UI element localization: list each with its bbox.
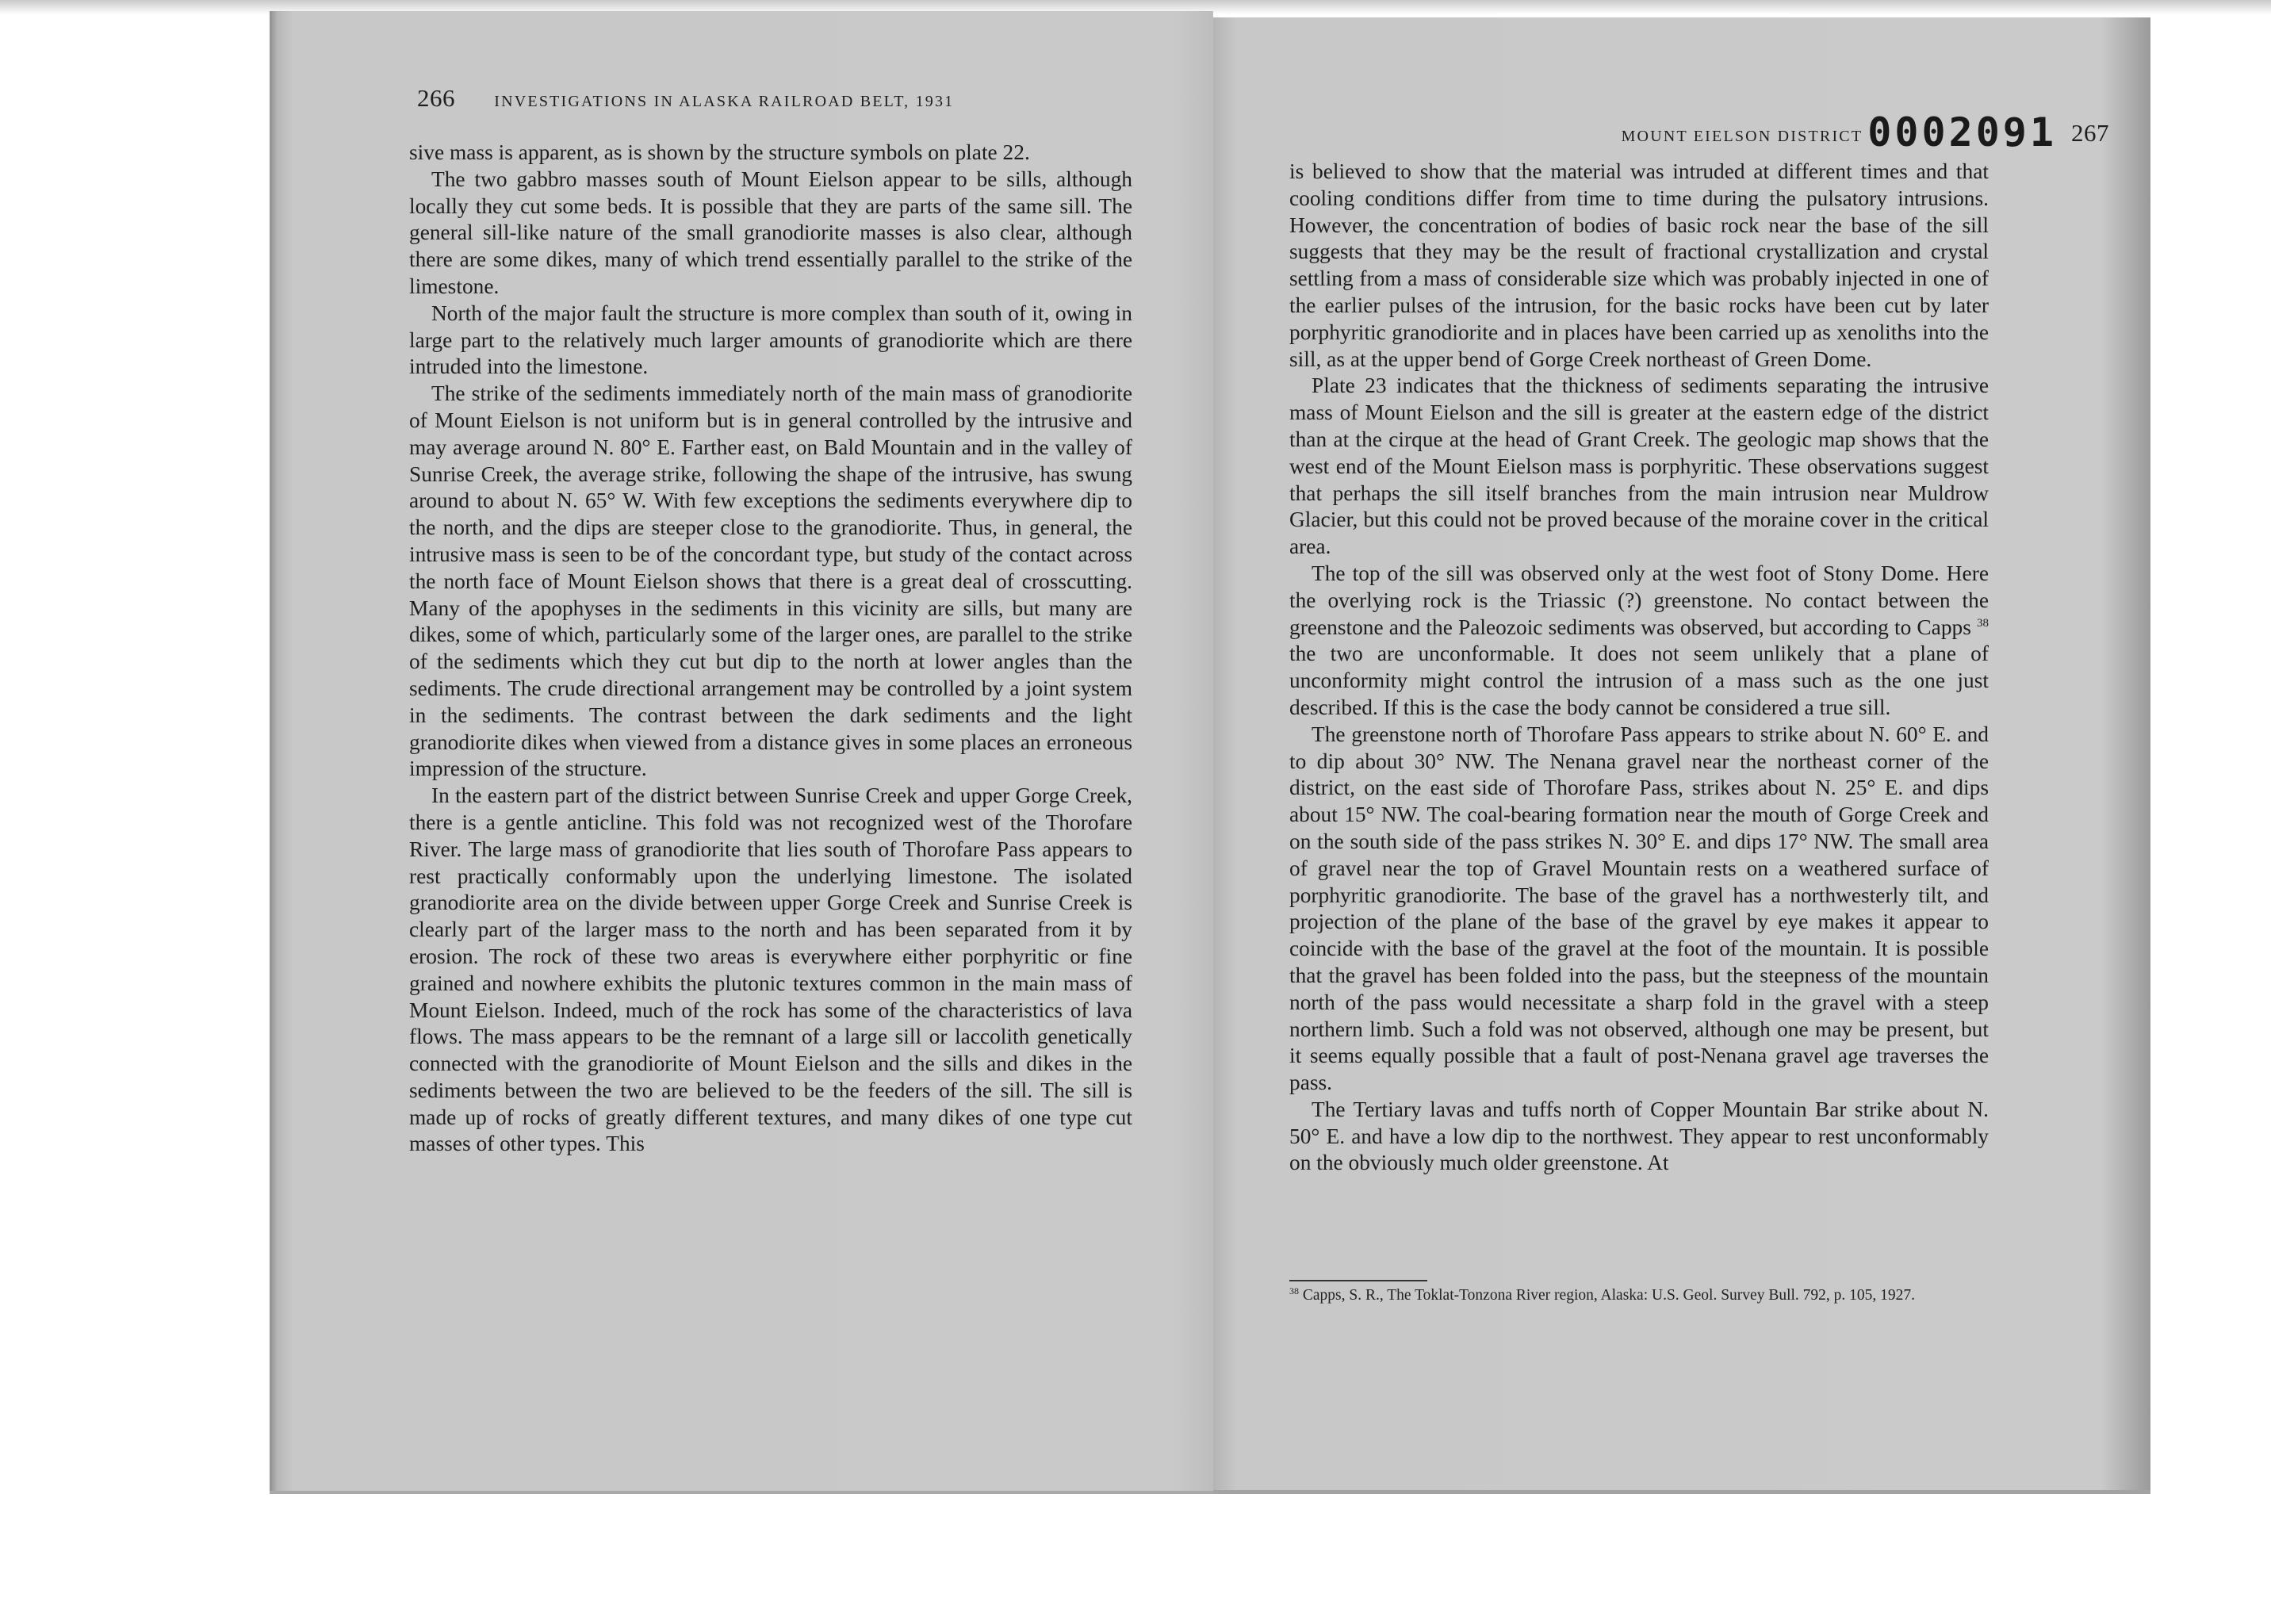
right-paragraph-5: The Tertiary lavas and tuffs north of Copper Mountain Bar strike about N. 50° E. and have a low dip to the northwest. They appear to rest unconformably on the obviously much older greenstone. At <box>1289 1097 1989 1175</box>
right-paragraph-3 <box>1289 561 1989 722</box>
left-paragraph-1: sive mass is apparent, as is shown by the structure symbols on plate 22. <box>409 140 1030 164</box>
footnote-text: Capps, S. R., The Toklat-Tonzona River region, Alaska: U.S. Geol. Survey Bull. 792, p. 105, 1927. <box>1302 1287 1916 1304</box>
right-page-number: 267 <box>2071 119 2109 147</box>
footnote-reference: 38 <box>1977 616 1989 630</box>
right-paragraph-3-part-b: the two are unconformable. It does not seem unlikely that a plane of unconformity might control the intrusion of a mass such as the one just described. If this is the case the body cannot be considered a true sill. <box>1289 642 1989 719</box>
right-page-header <box>1622 109 2109 155</box>
open-book <box>270 11 2150 1494</box>
left-paragraph-5: In the eastern part of the district between Sunrise Creek and upper Gorge Creek, there is a gentle anticline. This fold was not recognized west of the Thorofare River. The large mass of granodiorite that lies south of Thorofare Pass appears to rest practically conformably upon the underlying limestone. The isolated granodiorite area on the divide between upper Gorge Creek and Sunrise Creek is clearly part of the larger mass to the north and has been separated from it by erosion. The rock of these two areas is everywhere either porphyritic or fine grained and nowhere exhibits the plutonic textures common in the main mass of Mount Eielson. Indeed, much of the rock has some of the characteristics of lava flows. The mass appears to be the remnant of a large sill or laccolith genetically connected with the granodiorite of Mount Eielson and the sills and dikes in the sediments between the two are believed to be the feeders of the sill. The sill is made up of rocks of greatly different textures, and many dikes of one type cut masses of other types. This <box>409 783 1132 1156</box>
left-paragraph-4: The strike of the sediments immediately north of the main mass of granodiorite of Mount Eielson is not uniform but is in general controlled by the intrusive and may average around N. 80° E. Farther east, on Bald Mountain and in the valley of Sunrise Creek, the average strike, following the shape of the intrusive, has swung around to about N. 65° W. With few exceptions the sediments everywhere dip to the north, and the dips are steeper close to the granodiorite. Thus, in general, the intrusive mass is seen to be of the concordant type, but study of the contact across the north face of Mount Eielson shows that there is a great deal of crosscutting. Many of the apophyses in the sediments in this vicinity are sills, but many are dikes, some of which, particularly some of the larger ones, are parallel to the strike of the sediments which they cut but dip to the north at lower angles than the sediments. The crude directional arrangement may be controlled by a joint system in the sediments. The contrast between the dark sediments and the light granodiorite dikes when viewed from a distance gives in some places an erroneous impression of the structure. <box>409 381 1132 781</box>
left-page-body <box>409 140 1132 1158</box>
right-paragraph-4: The greenstone north of Thorofare Pass appears to strike about N. 60° E. and to dip about 30° NW. The Nenana gravel near the northeast corner of the district, on the east side of Thorofare Pass, strikes about N. 25° E. and dips about 15° NW. The coal-bearing formation near the mouth of Gorge Creek and on the south side of the pass strikes N. 30° E. and dips 17° NW. The small area of gravel near the top of Gravel Mountain rests on a weathered surface of porphyritic granodiorite. The base of the gravel has a northwesterly tilt, and projection of the plane of the base of the gravel by eye makes it appear to coincide with the base of the gravel at the foot of the mountain. It is possible that the gravel has been folded into the pass, but the steepness of the mountain north of the pass would necessitate a sharp fold in the gravel with a steep northern limb. Such a fold was not observed, although one may be present, but it seems equally possible that a fault of post-Nenana gravel age traverses the pass. <box>1289 722 1989 1095</box>
right-running-head: MOUNT EIELSON DISTRICT <box>1621 128 1863 145</box>
document-stamp-number: 0002091 <box>1867 109 2057 155</box>
left-page <box>270 11 1213 1494</box>
left-page-number: 266 <box>417 84 455 112</box>
left-paragraph-2: The two gabbro masses south of Mount Eielson appear to be sills, although locally they cut some beds. It is possible that they are parts of the same sill. The general sill-like nature of the small granodiorite masses is also clear, although there are some dikes, many of which trend essentially parallel to the strike of the limestone. <box>409 167 1132 298</box>
right-paragraph-1: is believed to show that the material was intruded at different times and that cooling conditions differ from time to time during the pulsatory intrusions. However, the concentration of bodies of basic rock near the base of the sill suggests that they may be the result of fractional crystallization and crystal settling from a mass of considerable size which was probably injected in one of the earlier pulses of the intrusion, for the basic rocks have been cut by later porphyritic granodiorite and in places have been carried up as xenoliths into the sill, as at the upper bend of Gorge Creek northeast of Green Dome. <box>1289 159 1989 371</box>
right-page <box>1213 17 2150 1494</box>
footnote-marker: 38 <box>1289 1285 1299 1297</box>
right-paragraph-2: Plate 23 indicates that the thickness of sediments separating the intrusive mass of Mount Eielson and the sill is greater at the eastern edge of the district than at the cirque at the head of Grant Creek. The geologic map shows that the west end of the Mount Eielson mass is porphyritic. These observations suggest that perhaps the sill itself branches from the main intrusion near Muldrow Glacier, but this could not be proved because of the moraine cover in the critical area. <box>1289 373 1989 559</box>
left-paragraph-3: North of the major fault the structure is more complex than south of it, owing in large part to the relatively much larger amounts of granodiorite which are there intruded into the limestone. <box>409 301 1132 379</box>
footnote-divider <box>1289 1280 1427 1281</box>
footnote <box>1289 1286 1989 1305</box>
right-page-body <box>1289 159 1989 1177</box>
left-running-head: INVESTIGATIONS IN ALASKA RAILROAD BELT, 1931 <box>494 93 955 110</box>
left-page-header <box>417 84 954 113</box>
right-paragraph-3-part-a: The top of the sill was observed only at the west foot of Stony Dome. Here the overlying rock is the Triassic (?) greenstone. No contact between the greenstone and the Paleozoic sediments was observed, but according to Capps <box>1289 561 1989 639</box>
